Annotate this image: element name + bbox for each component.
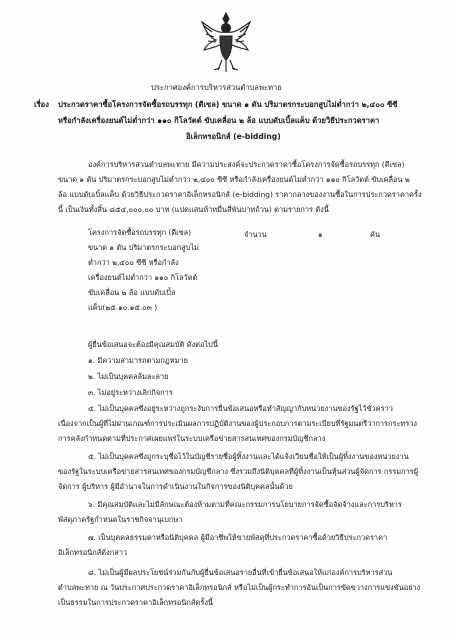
spec-line: แค็บ(๒๕.๑๐.๑๕.๐๓ )	[88, 303, 158, 312]
spec-qty-label: จำนวน	[244, 230, 267, 239]
qualification-item: ๗. เป็นบุคคลธรรมดาหรือนิติบุคคล ผู้มีอาชีพให้ขายพัสดุที่ประกวดราคาซื้อด้วยวิธีประกวดราคา	[88, 533, 388, 542]
qualification-item-cont: ของรัฐในระบบเครือข่ายสารสนเทศของกรมบัญชีกลาง ซึ่งรวมถึงนิติบุคคลที่ผู้ทิ้งงานเป็นหุ้นส่วนผู้จัดการ กรรมการผู้	[58, 467, 419, 476]
qualifications-heading: ผู้ยื่นข้อเสนอจะต้องมีคุณสมบัติ ดังต่อไปนี้	[88, 340, 218, 349]
qualification-item-cont: อิเล็กทรอนิกส์ดังกล่าว	[58, 548, 127, 557]
spec-unit: คัน	[370, 230, 380, 239]
intro-line-2: ขนาด ๑ ตัน ปริมาตรกระบอกสูบไม่ต่ำกว่า ๒,๔๐๐ ซีซี หรือกำลังเครื่องยนต์ไม่ต่ำกว่า ๑๑๐ กิโลวัตต์ ขับเคลื่อน ๒	[58, 175, 410, 184]
qualification-item: ๒. ไม่เป็นบุคคลล้มละลาย	[88, 372, 169, 381]
subject-line-2: หรือกำลังเครื่องยนต์ไม่ต่ำกว่า ๑๑๐ กิโลวัตต์ ขับเคลื่อน ๒ ล้อ แบบดับเบิ้ลแค็บ ด้วยวิธีประกวดราคา	[58, 116, 380, 125]
document-title: ประกาศองค์การบริหารส่วนตำบลพะทาย	[151, 83, 282, 92]
spec-line: เครื่องยนต์ไม่ต่ำกว่า ๑๑๐ กิโลวัตต์	[88, 273, 198, 282]
intro-line-3: ล้อ แบบดับเบิ้ลแค็บ ด้วยวิธีประกวดราคาอิเล็กทรอนิกส์ (e-bidding) ราคากลางของงานซื้อในการประกวดราคาครั้ง	[58, 190, 422, 199]
qualification-item: ๓. ไม่อยู่ระหว่างเลิกกิจการ	[88, 388, 173, 397]
garuda-emblem-icon	[198, 10, 254, 76]
qualification-item-cont: พัสดุภาครัฐกำหนดในราชกิจจานุเบกษา	[58, 515, 183, 524]
spec-item-description	[88, 228, 199, 318]
qualification-item-cont: เนื่องจากเป็นผู้ที่ไม่ผ่านเกณฑ์การประเมินผลการปฏิบัติงานของผู้ประกอบการตามระเบียบที่รัฐมนตรีว่าการกระทรวง	[58, 419, 418, 428]
intro-line-1: องค์การบริหารส่วนตำบลพะทาย มีความประสงค์จะประกวดราคาซื้อโครงการจัดซื้อรถบรรทุก (ดีเซล)	[88, 160, 405, 169]
qualification-item: ๖. มีคุณสมบัติและไม่มีลักษณะต้องห้ามตามที่คณะกรรมการนโยบายการจัดซื้อจัดจ้างและการบริหาร	[88, 500, 402, 509]
qualification-item: ๔. ไม่เป็นบุคคลซึ่งอยู่ระหว่างถูกระงับการยื่นข้อเสนอหรือทำสัญญากับหน่วยงานของรัฐไว้ชั่วคราว	[88, 404, 393, 413]
subject-label: เรื่อง	[34, 100, 49, 109]
spec-line: ต่ำกว่า ๒,๔๐๐ ซีซี หรือกำลัง	[88, 258, 179, 267]
qualification-item: ๕. ไม่เป็นบุคคลซึ่งถูกระบุชื่อไว้ในบัญชีรายชื่อผู้ทิ้งงานและได้แจ้งเวียนชื่อให้เป็นผู้ทิ้งงานของหน่วยงาน	[88, 452, 409, 461]
qualification-item: ๑. มีความสามารถตามกฎหมาย	[88, 356, 188, 365]
subject-line-1: ประกวดราคาซื้อโครงการจัดซื้อรถบรรทุก (ดีเซล) ขนาด ๑ ตัน ปริมาตรกระบอกสูบไม่ต่ำกว่า ๒,๔๐๐ ซีซี	[58, 100, 398, 109]
qualification-item-cont: ตำบลพะทาย ณ วันประกาศประกวดราคาอิเล็กทรอนิกส์ หรือไม่เป็นผู้กระทำการอันเป็นการขัดขวางการแข่งขันอย่าง	[58, 583, 421, 592]
qualification-item-cont: การคลังกำหนดตามที่ประกาศเผยแพร่ในระบบเครือข่ายสารสนเทศของกรมบัญชีกลาง	[58, 434, 326, 443]
spec-line: โครงการจัดซื้อรถบรรทุก (ดีเซล)	[88, 228, 192, 237]
qualification-item-cont: เป็นธรรมในการประกวดราคาอิเล็กทรอนิกส์ครั้งนี้	[58, 598, 213, 607]
spec-line: ขับเคลื่อน ๒ ล้อ แบบดับเบิ้ล	[88, 288, 176, 297]
qualification-item-cont: จัดการ ผู้บริหาร ผู้มีอำนาจในการดำเนินงานในกิจการของนิติบุคคลนั้นด้วย	[58, 482, 293, 491]
spec-qty: ๑	[318, 230, 323, 239]
intro-line-4: นี้ เป็นเงินทั้งสิ้น ๘๕๔,๐๐๐.๐๐ บาท (แปดแสนห้าหมื่นสี่พันบาทถ้วน) ตามรายการ ดังนี้	[58, 205, 329, 214]
spec-line: ขนาด ๑ ตัน ปริมาตรกระบอกสูบไม่	[88, 243, 199, 252]
qualification-item: ๘. ไม่เป็นผู้มีผลประโยชน์ร่วมกันกับผู้ยื่นข้อเสนอรายอื่นที่เข้ายื่นข้อเสนอให้แก่องค์การบริหารส่วน	[88, 568, 393, 577]
subject-line-3: อิเล็กทรอนิกส์ (e-bidding)	[186, 132, 281, 141]
